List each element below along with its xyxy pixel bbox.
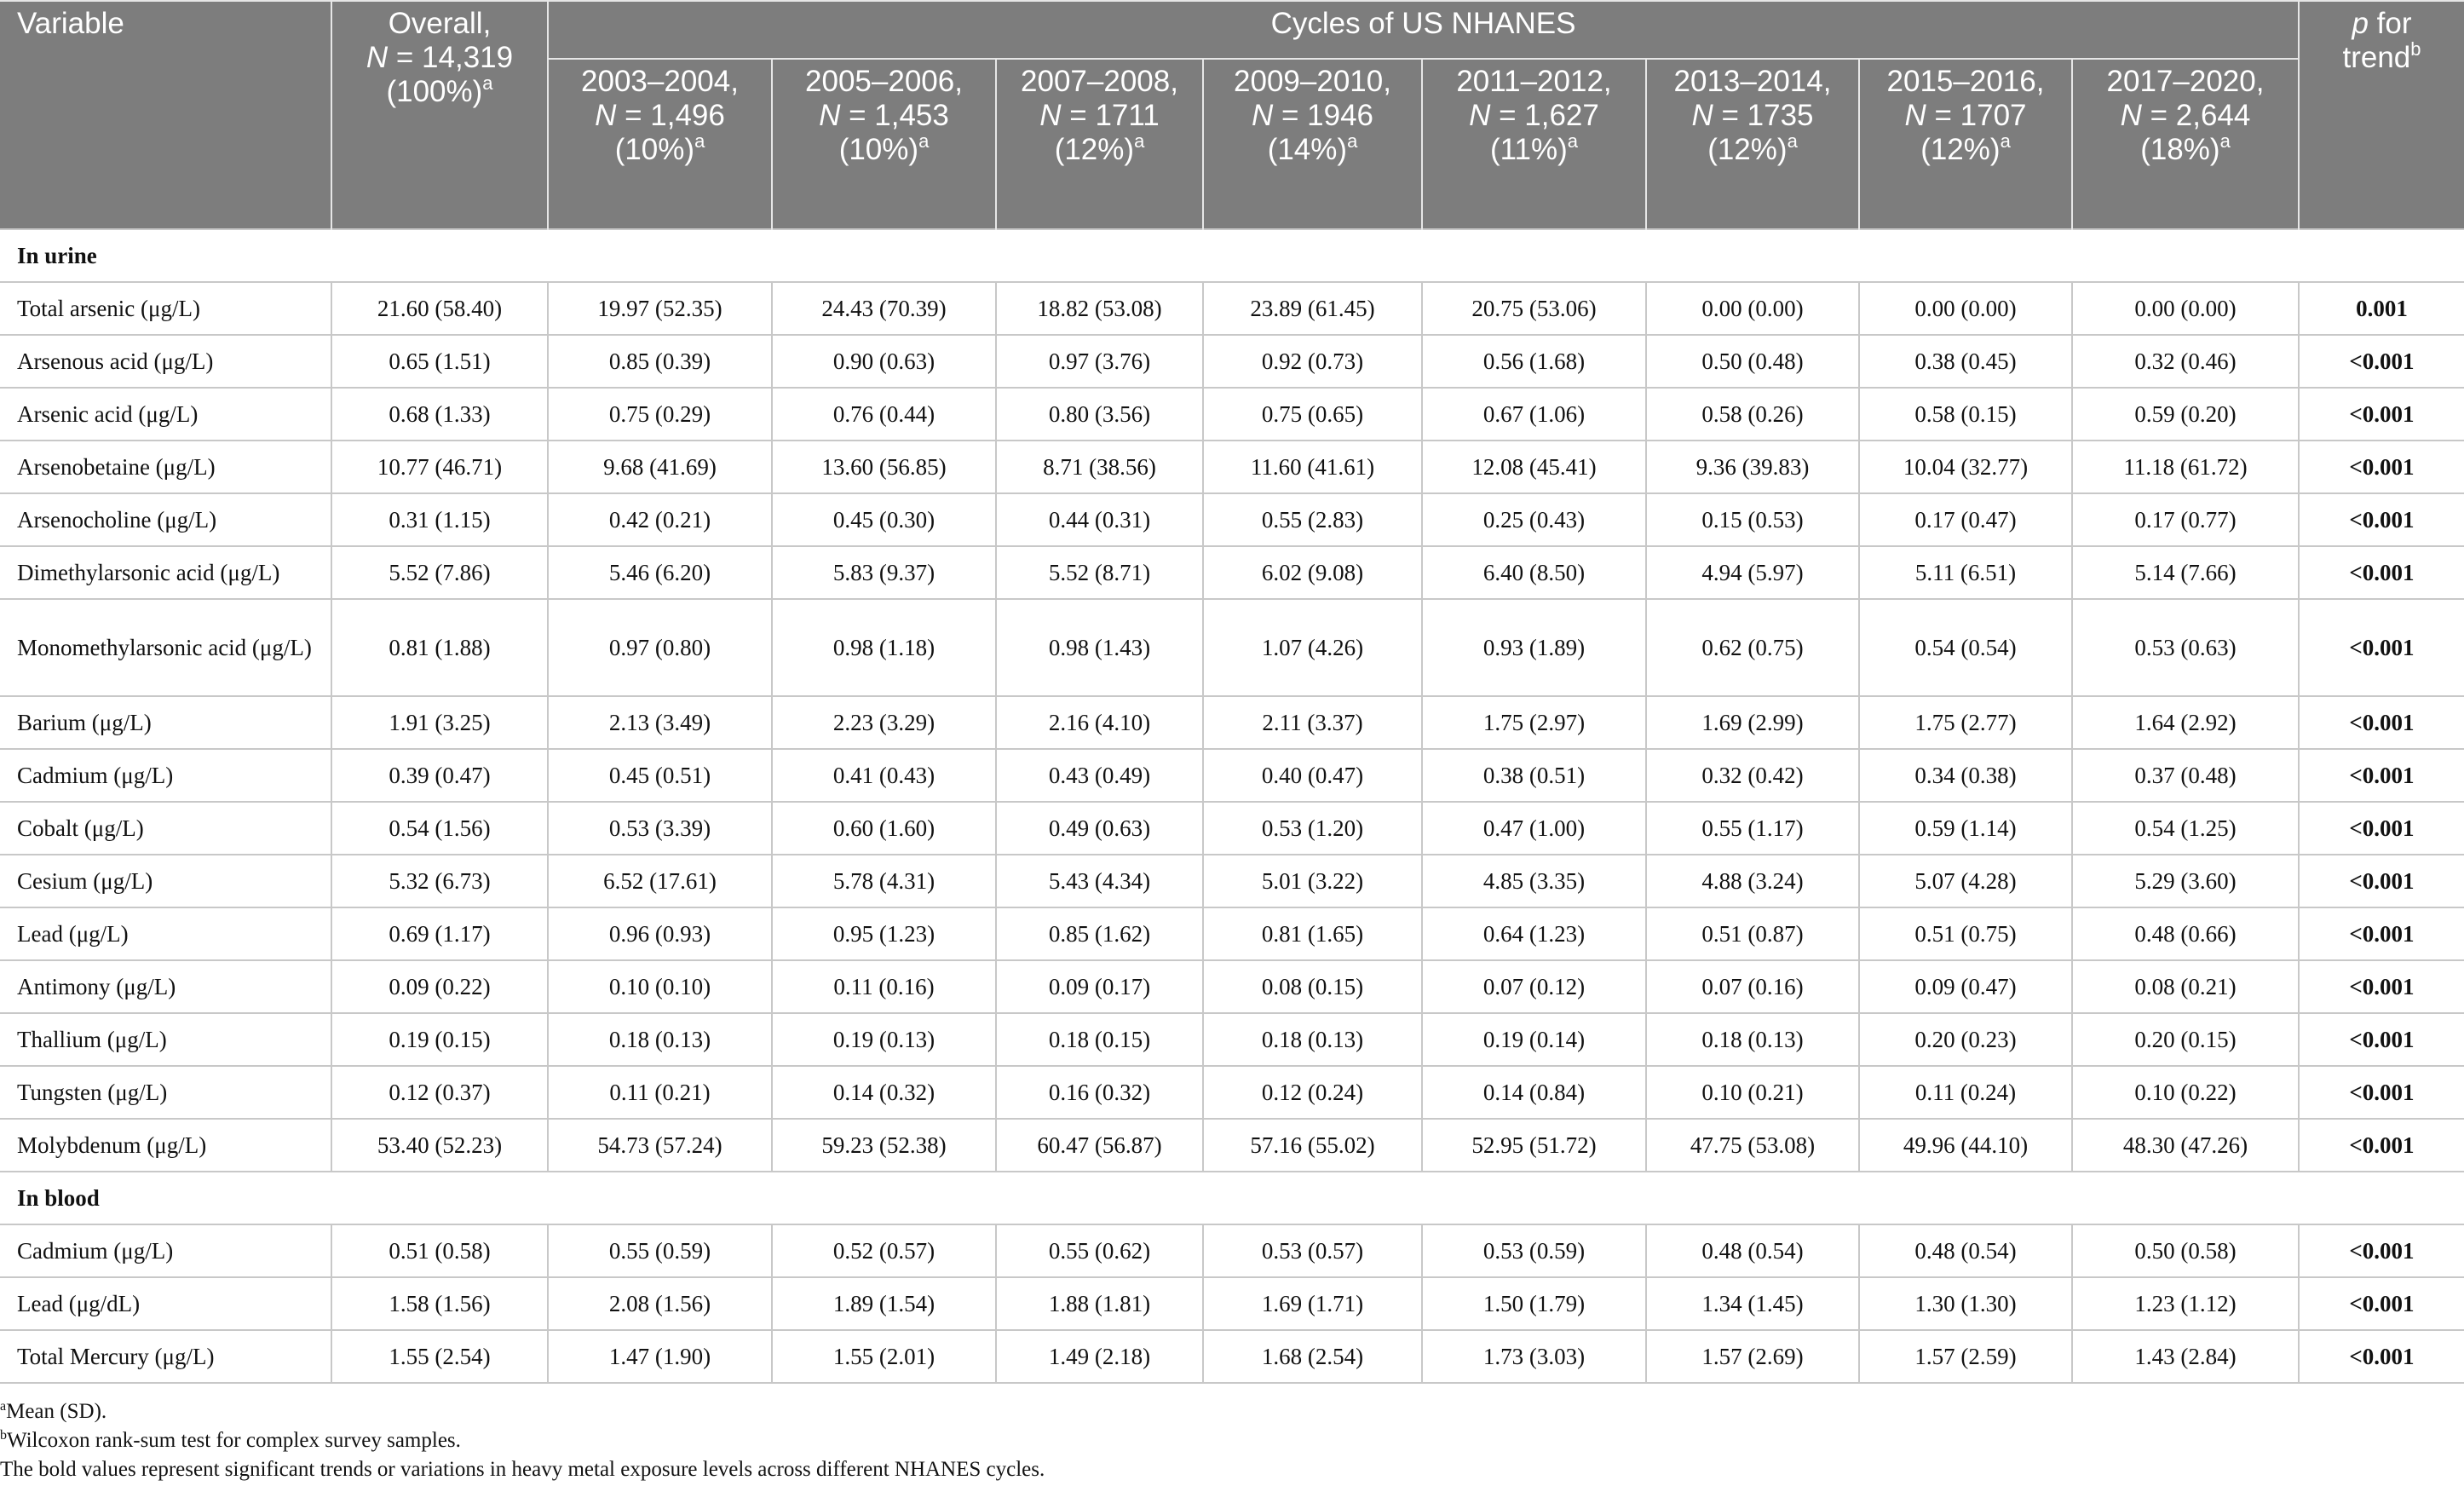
cycle-cell: 0.42 (0.21)	[548, 493, 772, 546]
header-overall-n: = 14,319	[388, 41, 514, 74]
p-trend-cell: <0.001	[2299, 335, 2464, 388]
header-p-symbol: p	[2352, 7, 2369, 40]
cycle-cell: 5.14 (7.66)	[2072, 546, 2299, 599]
header-cycle-name: 2003–2004,	[581, 65, 739, 98]
cycle-cell: 0.14 (0.84)	[1422, 1066, 1646, 1119]
header-overall-label: Overall,	[388, 7, 492, 40]
p-trend-cell: <0.001	[2299, 1224, 2464, 1277]
table-row	[0, 282, 2464, 335]
cycle-cell: 0.50 (0.58)	[2072, 1224, 2299, 1277]
cycle-cell: 2.13 (3.49)	[548, 696, 772, 749]
variable-cell: Total arsenic (μg/L)	[0, 282, 331, 335]
header-cycle-pct: (10%)	[614, 133, 695, 166]
section-row	[0, 229, 2464, 282]
header-cycles-title: Cycles of US NHANES	[548, 1, 2299, 59]
footnote-marker-a: a	[2219, 130, 2231, 152]
table-row	[0, 1277, 2464, 1330]
cycle-cell: 0.32 (0.42)	[1646, 749, 1859, 802]
cycle-cell: 9.68 (41.69)	[548, 441, 772, 493]
cycle-cell: 1.69 (1.71)	[1203, 1277, 1422, 1330]
header-cycle	[1859, 59, 2072, 229]
header-cycle-n: = 2,644	[2141, 99, 2251, 132]
cycle-cell: 0.10 (0.10)	[548, 960, 772, 1013]
cycle-cell: 1.55 (2.01)	[772, 1330, 996, 1383]
header-cycle-n: = 1707	[1926, 99, 2027, 132]
table-row	[0, 907, 2464, 960]
cycle-cell: 0.47 (1.00)	[1422, 802, 1646, 855]
cycle-cell: 0.14 (0.32)	[772, 1066, 996, 1119]
header-cycle-pct: (12%)	[1707, 133, 1788, 166]
table-row	[0, 1330, 2464, 1383]
cycle-cell: 0.18 (0.13)	[1203, 1013, 1422, 1066]
header-cycle	[1203, 59, 1422, 229]
cycle-cell: 1.47 (1.90)	[548, 1330, 772, 1383]
header-cycle-pct: (18%)	[2140, 133, 2220, 166]
table-row	[0, 1119, 2464, 1172]
cycle-cell: 0.95 (1.23)	[772, 907, 996, 960]
cycle-cell: 0.85 (1.62)	[996, 907, 1203, 960]
section-heading: In blood	[0, 1172, 2464, 1224]
cycle-cell: 0.85 (0.39)	[548, 335, 772, 388]
cycle-cell: 1.88 (1.81)	[996, 1277, 1203, 1330]
cycle-cell: 0.32 (0.46)	[2072, 335, 2299, 388]
header-cycle-pct: (12%)	[1920, 133, 2001, 166]
cycle-cell: 0.96 (0.93)	[548, 907, 772, 960]
variable-cell: Cesium (μg/L)	[0, 855, 331, 907]
header-cycle-n: = 1,627	[1490, 99, 1599, 132]
cycle-cell: 0.53 (0.63)	[2072, 599, 2299, 696]
cycle-cell: 0.00 (0.00)	[2072, 282, 2299, 335]
variable-cell: Tungsten (μg/L)	[0, 1066, 331, 1119]
cycle-cell: 0.52 (0.57)	[772, 1224, 996, 1277]
header-p-for: for	[2368, 7, 2412, 40]
cycle-cell: 5.83 (9.37)	[772, 546, 996, 599]
table-row	[0, 855, 2464, 907]
header-trend: trend	[2342, 41, 2411, 74]
header-cycle-n-symbol: N	[1469, 99, 1491, 132]
section-row	[0, 1172, 2464, 1224]
cycle-cell: 0.58 (0.26)	[1646, 388, 1859, 441]
cycle-cell: 1.73 (3.03)	[1422, 1330, 1646, 1383]
cycle-cell: 5.43 (4.34)	[996, 855, 1203, 907]
cycle-cell: 8.71 (38.56)	[996, 441, 1203, 493]
table-row	[0, 802, 2464, 855]
cycle-cell: 1.07 (4.26)	[1203, 599, 1422, 696]
p-trend-cell: <0.001	[2299, 1119, 2464, 1172]
cycle-cell: 0.18 (0.13)	[1646, 1013, 1859, 1066]
cycle-cell: 5.46 (6.20)	[548, 546, 772, 599]
cycle-cell: 0.07 (0.16)	[1646, 960, 1859, 1013]
variable-cell: Arsenocholine (μg/L)	[0, 493, 331, 546]
cycle-cell: 0.67 (1.06)	[1422, 388, 1646, 441]
variable-cell: Monomethylarsonic acid (μg/L)	[0, 599, 331, 696]
cycle-cell: 6.02 (9.08)	[1203, 546, 1422, 599]
p-trend-cell: <0.001	[2299, 855, 2464, 907]
overall-cell: 0.31 (1.15)	[331, 493, 548, 546]
cycle-cell: 0.81 (1.65)	[1203, 907, 1422, 960]
overall-cell: 0.19 (0.15)	[331, 1013, 548, 1066]
cycle-cell: 0.44 (0.31)	[996, 493, 1203, 546]
footnote-marker-b: b	[2410, 38, 2421, 60]
table-row	[0, 441, 2464, 493]
overall-cell: 0.81 (1.88)	[331, 599, 548, 696]
cycle-cell: 0.19 (0.14)	[1422, 1013, 1646, 1066]
variable-cell: Antimony (μg/L)	[0, 960, 331, 1013]
header-cycle-n: = 1711	[1061, 99, 1160, 132]
overall-cell: 1.58 (1.56)	[331, 1277, 548, 1330]
p-trend-cell: <0.001	[2299, 749, 2464, 802]
header-cycle-pct: (10%)	[838, 133, 919, 166]
header-cycle-n: = 1,453	[840, 99, 949, 132]
table-header	[0, 1, 2464, 229]
p-trend-cell: <0.001	[2299, 1013, 2464, 1066]
cycle-cell: 0.38 (0.51)	[1422, 749, 1646, 802]
cycle-cell: 0.80 (3.56)	[996, 388, 1203, 441]
cycle-cell: 0.90 (0.63)	[772, 335, 996, 388]
cycle-cell: 0.75 (0.29)	[548, 388, 772, 441]
cycle-cell: 5.01 (3.22)	[1203, 855, 1422, 907]
cycle-cell: 0.09 (0.47)	[1859, 960, 2072, 1013]
variable-cell: Barium (μg/L)	[0, 696, 331, 749]
cycle-cell: 20.75 (53.06)	[1422, 282, 1646, 335]
variable-cell: Cobalt (μg/L)	[0, 802, 331, 855]
table-row	[0, 749, 2464, 802]
table-body	[0, 229, 2464, 1383]
cycle-cell: 0.48 (0.54)	[1859, 1224, 2072, 1277]
table-row	[0, 493, 2464, 546]
cycle-cell: 0.51 (0.75)	[1859, 907, 2072, 960]
header-cycle	[1646, 59, 1859, 229]
cycle-cell: 0.11 (0.24)	[1859, 1066, 2072, 1119]
cycle-cell: 10.04 (32.77)	[1859, 441, 2072, 493]
header-cycle-n-symbol: N	[819, 99, 841, 132]
cycle-cell: 18.82 (53.08)	[996, 282, 1203, 335]
cycle-cell: 0.18 (0.15)	[996, 1013, 1203, 1066]
cycle-cell: 0.45 (0.30)	[772, 493, 996, 546]
overall-cell: 0.54 (1.56)	[331, 802, 548, 855]
cycle-cell: 0.15 (0.53)	[1646, 493, 1859, 546]
cycle-cell: 52.95 (51.72)	[1422, 1119, 1646, 1172]
cycle-cell: 0.58 (0.15)	[1859, 388, 2072, 441]
cycle-cell: 1.23 (1.12)	[2072, 1277, 2299, 1330]
cycle-cell: 59.23 (52.38)	[772, 1119, 996, 1172]
variable-cell: Molybdenum (μg/L)	[0, 1119, 331, 1172]
cycle-cell: 0.10 (0.22)	[2072, 1066, 2299, 1119]
cycle-cell: 0.18 (0.13)	[548, 1013, 772, 1066]
overall-cell: 21.60 (58.40)	[331, 282, 548, 335]
overall-cell: 10.77 (46.71)	[331, 441, 548, 493]
cycle-cell: 0.08 (0.15)	[1203, 960, 1422, 1013]
cycle-cell: 2.16 (4.10)	[996, 696, 1203, 749]
footnote-marker-a: a	[918, 130, 930, 152]
p-trend-cell: <0.001	[2299, 696, 2464, 749]
overall-cell: 0.69 (1.17)	[331, 907, 548, 960]
variable-cell: Dimethylarsonic acid (μg/L)	[0, 546, 331, 599]
footnote-marker-a: a	[1347, 130, 1358, 152]
footnote-marker-a: a	[1567, 130, 1578, 152]
header-cycle-pct: (14%)	[1267, 133, 1348, 166]
table-row	[0, 696, 2464, 749]
variable-cell: Lead (μg/L)	[0, 907, 331, 960]
cycle-cell: 6.40 (8.50)	[1422, 546, 1646, 599]
header-cycle-n-symbol: N	[595, 99, 617, 132]
footnote-marker-a: a	[694, 130, 705, 152]
table-row	[0, 1013, 2464, 1066]
header-cycle-n-symbol: N	[1039, 99, 1062, 132]
cycle-cell: 0.62 (0.75)	[1646, 599, 1859, 696]
p-trend-cell: <0.001	[2299, 802, 2464, 855]
footnote-a: $^a$Mean (SD).	[0, 1399, 107, 1423]
overall-cell: 1.91 (3.25)	[331, 696, 548, 749]
overall-cell: 0.68 (1.33)	[331, 388, 548, 441]
cycle-cell: 1.43 (2.84)	[2072, 1330, 2299, 1383]
header-cycle-n-symbol: N	[1251, 99, 1274, 132]
cycle-cell: 49.96 (44.10)	[1859, 1119, 2072, 1172]
cycle-cell: 1.49 (2.18)	[996, 1330, 1203, 1383]
overall-cell: 0.39 (0.47)	[331, 749, 548, 802]
header-cycle-pct: (12%)	[1054, 133, 1135, 166]
cycle-cell: 0.16 (0.32)	[996, 1066, 1203, 1119]
footnotes	[0, 1397, 2454, 1484]
cycle-cell: 6.52 (17.61)	[548, 855, 772, 907]
cycle-cell: 1.75 (2.97)	[1422, 696, 1646, 749]
p-trend-cell: <0.001	[2299, 960, 2464, 1013]
header-cycle-name: 2017–2020,	[2106, 65, 2265, 98]
cycle-cell: 0.17 (0.47)	[1859, 493, 2072, 546]
header-cycle-name: 2009–2010,	[1234, 65, 1391, 98]
footnote-marker-a: a	[1787, 130, 1798, 152]
cycle-cell: 0.37 (0.48)	[2072, 749, 2299, 802]
p-trend-cell: <0.001	[2299, 546, 2464, 599]
footnote-marker-a: a	[482, 72, 493, 94]
cycle-cell: 11.18 (61.72)	[2072, 441, 2299, 493]
cycle-cell: 9.36 (39.83)	[1646, 441, 1859, 493]
cycle-cell: 0.76 (0.44)	[772, 388, 996, 441]
cycle-cell: 0.53 (0.57)	[1203, 1224, 1422, 1277]
p-trend-cell: 0.001	[2299, 282, 2464, 335]
cycle-cell: 0.53 (3.39)	[548, 802, 772, 855]
cycle-cell: 0.07 (0.12)	[1422, 960, 1646, 1013]
cycle-cell: 0.54 (0.54)	[1859, 599, 2072, 696]
header-cycle-pct: (11%)	[1489, 133, 1568, 166]
cycle-cell: 0.53 (0.59)	[1422, 1224, 1646, 1277]
cycle-cell: 0.08 (0.21)	[2072, 960, 2299, 1013]
cycle-cell: 0.12 (0.24)	[1203, 1066, 1422, 1119]
table-row	[0, 546, 2464, 599]
cycle-cell: 0.09 (0.17)	[996, 960, 1203, 1013]
cycle-cell: 0.19 (0.13)	[772, 1013, 996, 1066]
header-cycle-n-symbol: N	[1904, 99, 1926, 132]
header-cycle	[772, 59, 996, 229]
cycle-cell: 0.54 (1.25)	[2072, 802, 2299, 855]
cycle-cell: 0.38 (0.45)	[1859, 335, 2072, 388]
cycle-cell: 0.48 (0.54)	[1646, 1224, 1859, 1277]
section-heading: In urine	[0, 229, 2464, 282]
p-trend-cell: <0.001	[2299, 1330, 2464, 1383]
variable-cell: Total Mercury (μg/L)	[0, 1330, 331, 1383]
overall-cell: 0.65 (1.51)	[331, 335, 548, 388]
cycle-cell: 0.45 (0.51)	[548, 749, 772, 802]
cycle-cell: 54.73 (57.24)	[548, 1119, 772, 1172]
cycle-cell: 0.75 (0.65)	[1203, 388, 1422, 441]
overall-cell: 0.12 (0.37)	[331, 1066, 548, 1119]
cycle-cell: 1.30 (1.30)	[1859, 1277, 2072, 1330]
table-row	[0, 1224, 2464, 1277]
header-cycle-name: 2007–2008,	[1021, 65, 1178, 98]
cycle-cell: 60.47 (56.87)	[996, 1119, 1203, 1172]
cycle-cell: 1.34 (1.45)	[1646, 1277, 1859, 1330]
cycle-cell: 0.55 (1.17)	[1646, 802, 1859, 855]
table-row	[0, 388, 2464, 441]
cycle-cell: 0.48 (0.66)	[2072, 907, 2299, 960]
overall-cell: 0.51 (0.58)	[331, 1224, 548, 1277]
overall-cell: 0.09 (0.22)	[331, 960, 548, 1013]
cycle-cell: 5.52 (8.71)	[996, 546, 1203, 599]
table-row	[0, 599, 2464, 696]
p-trend-cell: <0.001	[2299, 1066, 2464, 1119]
header-p-trend	[2299, 1, 2464, 229]
header-cycle-n: = 1,496	[616, 99, 725, 132]
cycle-cell: 0.49 (0.63)	[996, 802, 1203, 855]
cycle-cell: 5.29 (3.60)	[2072, 855, 2299, 907]
cycle-cell: 5.07 (4.28)	[1859, 855, 2072, 907]
variable-cell: Thallium (μg/L)	[0, 1013, 331, 1066]
cycle-cell: 0.41 (0.43)	[772, 749, 996, 802]
footnote-b: $^b$Wilcoxon rank-sum test for complex survey samples.	[0, 1428, 461, 1452]
table-row	[0, 960, 2464, 1013]
cycle-cell: 2.11 (3.37)	[1203, 696, 1422, 749]
cycle-cell: 24.43 (70.39)	[772, 282, 996, 335]
overall-cell: 53.40 (52.23)	[331, 1119, 548, 1172]
variable-cell: Arsenobetaine (μg/L)	[0, 441, 331, 493]
cycle-cell: 0.20 (0.15)	[2072, 1013, 2299, 1066]
cycle-cell: 0.55 (0.62)	[996, 1224, 1203, 1277]
header-cycle	[548, 59, 772, 229]
p-trend-cell: <0.001	[2299, 599, 2464, 696]
header-cycle	[2072, 59, 2299, 229]
cycle-cell: 0.64 (1.23)	[1422, 907, 1646, 960]
header-overall	[331, 1, 548, 229]
cycle-cell: 12.08 (45.41)	[1422, 441, 1646, 493]
cycle-cell: 0.59 (0.20)	[2072, 388, 2299, 441]
cycle-cell: 1.50 (1.79)	[1422, 1277, 1646, 1330]
cycle-cell: 11.60 (41.61)	[1203, 441, 1422, 493]
table-row	[0, 335, 2464, 388]
overall-cell: 1.55 (2.54)	[331, 1330, 548, 1383]
header-cycle	[996, 59, 1203, 229]
variable-cell: Cadmium (μg/L)	[0, 1224, 331, 1277]
cycle-cell: 1.69 (2.99)	[1646, 696, 1859, 749]
p-trend-cell: <0.001	[2299, 493, 2464, 546]
cycle-cell: 5.11 (6.51)	[1859, 546, 2072, 599]
cycle-cell: 0.43 (0.49)	[996, 749, 1203, 802]
cycle-cell: 4.94 (5.97)	[1646, 546, 1859, 599]
cycle-cell: 0.34 (0.38)	[1859, 749, 2072, 802]
cycle-cell: 0.25 (0.43)	[1422, 493, 1646, 546]
cycle-cell: 4.88 (3.24)	[1646, 855, 1859, 907]
cycle-cell: 0.55 (0.59)	[548, 1224, 772, 1277]
cycle-cell: 19.97 (52.35)	[548, 282, 772, 335]
cycle-cell: 1.68 (2.54)	[1203, 1330, 1422, 1383]
table-row	[0, 1066, 2464, 1119]
cycle-cell: 0.11 (0.21)	[548, 1066, 772, 1119]
footnote-marker-a: a	[1134, 130, 1145, 152]
p-trend-cell: <0.001	[2299, 907, 2464, 960]
cycle-cell: 1.89 (1.54)	[772, 1277, 996, 1330]
overall-cell: 5.52 (7.86)	[331, 546, 548, 599]
cycle-cell: 0.50 (0.48)	[1646, 335, 1859, 388]
cycle-cell: 0.10 (0.21)	[1646, 1066, 1859, 1119]
header-cycle-n-symbol: N	[1691, 99, 1713, 132]
cycle-cell: 0.20 (0.23)	[1859, 1013, 2072, 1066]
footnote-bold-note: The bold values represent significant trends or variations in heavy metal exposure levels across different NHANES cycles.	[0, 1458, 1045, 1481]
cycle-cell: 47.75 (53.08)	[1646, 1119, 1859, 1172]
cycle-cell: 57.16 (55.02)	[1203, 1119, 1422, 1172]
p-trend-cell: <0.001	[2299, 441, 2464, 493]
cycle-cell: 0.97 (0.80)	[548, 599, 772, 696]
header-variable: Variable	[0, 1, 331, 229]
header-cycle-name: 2005–2006,	[805, 65, 963, 98]
cycle-cell: 0.59 (1.14)	[1859, 802, 2072, 855]
cycle-cell: 0.40 (0.47)	[1203, 749, 1422, 802]
header-cycle	[1422, 59, 1646, 229]
variable-cell: Arsenous acid (μg/L)	[0, 335, 331, 388]
cycle-cell: 0.60 (1.60)	[772, 802, 996, 855]
p-trend-cell: <0.001	[2299, 388, 2464, 441]
cycle-cell: 1.75 (2.77)	[1859, 696, 2072, 749]
cycle-cell: 1.57 (2.69)	[1646, 1330, 1859, 1383]
cycle-cell: 0.17 (0.77)	[2072, 493, 2299, 546]
header-cycle-name: 2015–2016,	[1886, 65, 2045, 98]
header-overall-n-symbol: N	[366, 41, 389, 74]
header-cycle-name: 2011–2012,	[1456, 65, 1612, 98]
p-trend-cell: <0.001	[2299, 1277, 2464, 1330]
cycle-cell: 0.55 (2.83)	[1203, 493, 1422, 546]
footnote-marker-a: a	[2000, 130, 2011, 152]
cycle-cell: 4.85 (3.35)	[1422, 855, 1646, 907]
cycle-cell: 48.30 (47.26)	[2072, 1119, 2299, 1172]
variable-cell: Cadmium (μg/L)	[0, 749, 331, 802]
cycle-cell: 2.08 (1.56)	[548, 1277, 772, 1330]
cycle-cell: 0.93 (1.89)	[1422, 599, 1646, 696]
cycle-cell: 5.78 (4.31)	[772, 855, 996, 907]
cycle-cell: 0.97 (3.76)	[996, 335, 1203, 388]
cycle-cell: 0.00 (0.00)	[1646, 282, 1859, 335]
header-cycle-name: 2013–2014,	[1673, 65, 1832, 98]
cycle-cell: 0.98 (1.43)	[996, 599, 1203, 696]
cycle-cell: 2.23 (3.29)	[772, 696, 996, 749]
header-overall-pct: (100%)	[386, 75, 483, 108]
variable-cell: Arsenic acid (μg/L)	[0, 388, 331, 441]
header-cycle-n-symbol: N	[2120, 99, 2142, 132]
overall-cell: 5.32 (6.73)	[331, 855, 548, 907]
cycle-cell: 13.60 (56.85)	[772, 441, 996, 493]
cycle-cell: 1.64 (2.92)	[2072, 696, 2299, 749]
header-cycle-n: = 1946	[1273, 99, 1374, 132]
cycle-cell: 1.57 (2.59)	[1859, 1330, 2072, 1383]
cycle-cell: 0.92 (0.73)	[1203, 335, 1422, 388]
cycle-cell: 23.89 (61.45)	[1203, 282, 1422, 335]
cycle-cell: 0.51 (0.87)	[1646, 907, 1859, 960]
header-cycle-n: = 1735	[1713, 99, 1814, 132]
cycle-cell: 0.00 (0.00)	[1859, 282, 2072, 335]
cycle-cell: 0.53 (1.20)	[1203, 802, 1422, 855]
cycle-cell: 0.98 (1.18)	[772, 599, 996, 696]
cycle-cell: 0.11 (0.16)	[772, 960, 996, 1013]
cycle-cell: 0.56 (1.68)	[1422, 335, 1646, 388]
variable-cell: Lead (μg/dL)	[0, 1277, 331, 1330]
